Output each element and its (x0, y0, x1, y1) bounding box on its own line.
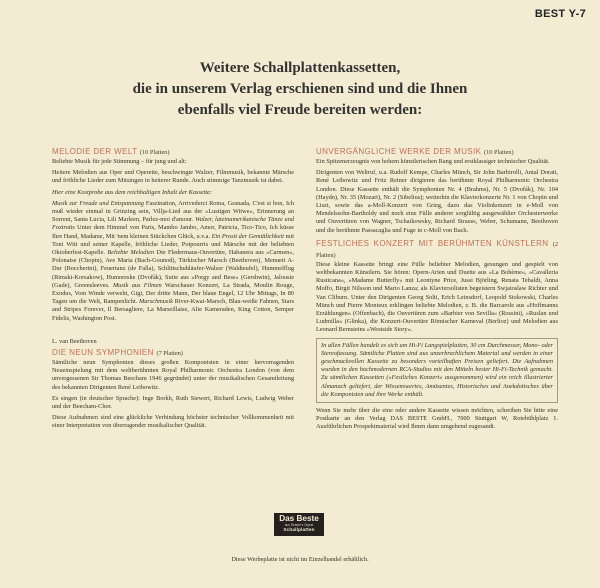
section-walzer-text: Unter dem Himmel von Paris, Mambo Jambo, Amor, Patricia, Tico-Tico, Ich küsse Ihre Hand, Madame, Mit 'nem kleinen Stückchen Glück, u.v.a. (52, 224, 295, 240)
closing-text: Wenn Sie mehr über die eine oder andere Kassette wissen möchten, schreiben Sie bitte eine Postkarte an den Verlag DAS BESTE GmbH., 7000 Stuttgart W, Rotebühlplatz 1. Ausführlichen Prospektmaterial wird Ihnen dann umgehend zugesandt. (316, 407, 558, 431)
footer-note: Diese Werbeplatte ist nicht im Einzelhandel erhältlich. (231, 556, 369, 563)
section-walzer: Walzer, lateinamerikanische Tänze und Foxtrotts (52, 216, 294, 232)
section-musik-freude: Musik zur Freude und Entspannung (52, 199, 144, 207)
headline-line-3: ebenfalls viel Freude bereiten werden: (177, 102, 423, 118)
beethoven-quality: Diese Aufnahmen sind eine glückliche Verbindung höchster technischer Vollkommenheit mit einer Interpretation von überragender musikalischer Qualität. (52, 414, 294, 430)
headline-line-2: die in unserem Verlag erschienen sind und die Ihnen (132, 81, 468, 97)
melodie-intro: Beliebte Musik für jede Stimmung – für jung und alt: (52, 158, 187, 165)
beethoven-title: DIE NEUN SYMPHONIEN (52, 348, 154, 358)
beethoven-count: (7 Platten) (156, 350, 183, 358)
section-prosit: Ein Prosit der Gemütlichkeit (211, 232, 284, 240)
section-melodien-text: Die Fledermaus-Ouvertüre, Habanera aus »Carmen«, Polonaise (Chopin), Ave Maria (Bach-Gounod), Türkischer Marsch (Beethoven), Menuett A-Dur (Boccherini), Feuertanz (de Falla), Schlittschuhläufer-Walzer (Waldteufel), Hummelflug (Rimski-Korsakow), Humoreske (Dvořák), Suite aus »Porgy and Bess« (Gershwin), Jalousie (Gade), Greensleeves. (52, 249, 294, 289)
section-melodien: Beliebte Melodien (107, 249, 155, 257)
unvergaengliche-intro: Ein Spitzenerzeugnis von hohem künstlerischen Rang und erstklassiger technischer Qualität. (316, 158, 550, 165)
beethoven-singers: Es singen (in deutscher Sprache): Inge Borkh, Ruth Siewert, Richard Lewis, Ludwig Weber und der Beecham-Chor. (52, 394, 294, 411)
melodie-count: (10 Platten) (139, 149, 170, 156)
festliches-description: Diese kleine Kassette bringt eine Fülle beliebter Melodien, gesungen und gespielt von weltbekannten Künstlern. Sie hören: Opern-Arien und Duette aus »La Bohème«, »Cavalleria Rusticana«, »Madame Butterfly« mit Leontyne Price, Jussi Björling, Renata Tebaldi, Anna Moffo, Birgit Nilsson und Mario Lanza; als Klaviersolisten begeistern Swjatoslaw Richter und Van Cliburn. Unter den Dirigenten Georg Solti, Erich Leinsdorf, Leopold Stokowski, Charles Münch und Pierre Monteux erklingen beliebte Melodien, z. B. die Barcarole aus »Hoffmanns Erzählungen« (Offenbach), die Ouvertüren zum »Barbier von Sevilla« (Rossini), »Ruslan und Ludmilla« (Glinka), die Konzert-Ouvertüre Römischer Karneval (Berlioz) und Melodien aus Leonard Bernsteins »Westside Story«. (316, 260, 558, 334)
unvergaengliche-count: (10 Platten) (483, 149, 514, 156)
melodie-heading (52, 147, 294, 158)
section-filme-text: Warschauer Konzert, La Strada, Moulin Rouge, Exodus, Vom Winde verweht, Gigi, Der dritte Mann, Der blaue Engel, 12 Uhr Mittags, In 80 Tagen um die Welt, Rampenlicht. (52, 281, 294, 306)
section-marsch-text: River-Kwai-Marsch, Blau-weiße Fahnen, Stars and Stripes Forever, Il Bersagliere, La Marseillaise, Alte Kameraden, King Cotton, Semper Fidelis, Washington Post. (52, 298, 295, 322)
section-filme: Musik aus Filmen (112, 281, 162, 289)
logo-brand: Das Beste (279, 514, 319, 523)
melodie-contents (52, 200, 294, 323)
beethoven-description: Sämtliche neun Symphonien dieses großen Komponisten in einer hervorragenden Neueinspielung mit dem weltberühmten Royal Philharmonic Orchestra London (von dem unvergessenen Sir Thomas Beecham 1946 gegründet) unter der musikalischen Gesamtleitung des bekannten Dirigenten René Leibowitz. (52, 359, 294, 391)
melodie-description: Heitere Melodien aus Oper und Operette, beschwingte Walzer, Filmmusik, bekannte Märsche und fröhliche Lieder zum Mitsingen in heiterer Runde. Auch stimmige Tanzmusik ist dabei. (52, 169, 294, 185)
section-prosit-text: mit Toni Witt und seiner Kapelle, fröhliche Lieder, Potpourris und Märsche mit der beliebten Oktoberfest-Kapelle. (52, 232, 295, 257)
unvergaengliche-title: UNVERGÄNGLICHE WERKE DER MUSIK (316, 147, 482, 156)
section-musik-freude-text: Faszination, Arrivederci Roma, Granada, C'est si bon, Ich muß wieder einmal in Grinzing sein, Villja-Lied aus der »Lustigen Witwe«, Erinnerung an Sorrent, Santa Lucia, Lili Marleen, Parlez-moi d'amour. (52, 199, 294, 224)
headline-line-1: Weitere Schallplattenkassetten, (199, 60, 401, 76)
festliches-count: (2 Platten) (316, 240, 559, 259)
festliches-title: FESTLICHES KONZERT MIT BERÜHMTEN KÜNSTLERN (316, 238, 549, 248)
melodie-title: MELODIE DER WELT (52, 147, 138, 156)
notice-box: In allen Fällen handelt es sich um Hi-Fi Langspielplatten, 30 cm Durchmesser, Mono- oder Stereofassung. Sämtliche Platten sind aus unzerbrechlichem Material und werden in einer geschmackvollen Kassette zu besonders vorteilhaften Preisen geliefert. Die Aufnahmen wurden in den hochmodernen RCA-Studios mit den Mitteln bester Hi-Fi-Technik gemacht. Zu sämtlichen Kassetten (»Festliches Konzert« ausgenommen) wird ein reich illustrierter Almanach geliefert, der Wissenswertes, Amüsantes, Historisches und Anekdotisches über die Komponisten und ihre Werke enthält. (316, 338, 558, 403)
headline (0, 58, 600, 121)
melodie-sample-note: Hier eine Kostprobe aus dem reichhaltigen Inhalt der Kassette: (52, 188, 213, 196)
beethoven-composer: L. van Beethoven (52, 337, 97, 345)
logo-label: Schallplatten (283, 527, 315, 532)
unvergaengliche-description: Dirigenten von Weltruf, u.a. Rudolf Kempe, Charles Münch, Sir John Barbirolli, Antal Dorati, René Leibowitz und Fritz Reiner dirigieren das berühmte Royal Philharmonic Orchestra London. Diese Kassette enthält die Symphonien Nr. 4 (Brahms), Nr. 5 (Dvořák), Nr. 104 (Haydn), Nr. 35 (Mozart), Nr. 2 (Sibelius); weiterhin die Klavierkonzerte Nr. 1 von Chopin und Liszt, sowie das a-Moll-Konzert von Grieg, dazu das Violinkonzert in e-Moll von Mendelssohn-Bartholdy und noch eine Fülle anderer sorgfältig ausgewählter Orchesterwerke und Ouvertüren von Wagner, Tschaikowsky, Richard Strauss, Weber, Schumann, Beethoven und die berühmte Passacaglia und Fuge in c-Moll von Bach. (316, 169, 558, 234)
section-marsch: Marschmusik (138, 298, 173, 306)
logo-subtitle: aus Reader's Digest (284, 523, 314, 527)
catalog-code: BEST Y-7 (534, 8, 586, 20)
left-column (52, 147, 294, 434)
beethoven-heading (52, 348, 294, 359)
unvergaengliche-heading (316, 147, 558, 158)
right-column (316, 147, 558, 435)
das-beste-logo (274, 513, 324, 536)
festliches-heading (316, 239, 558, 261)
